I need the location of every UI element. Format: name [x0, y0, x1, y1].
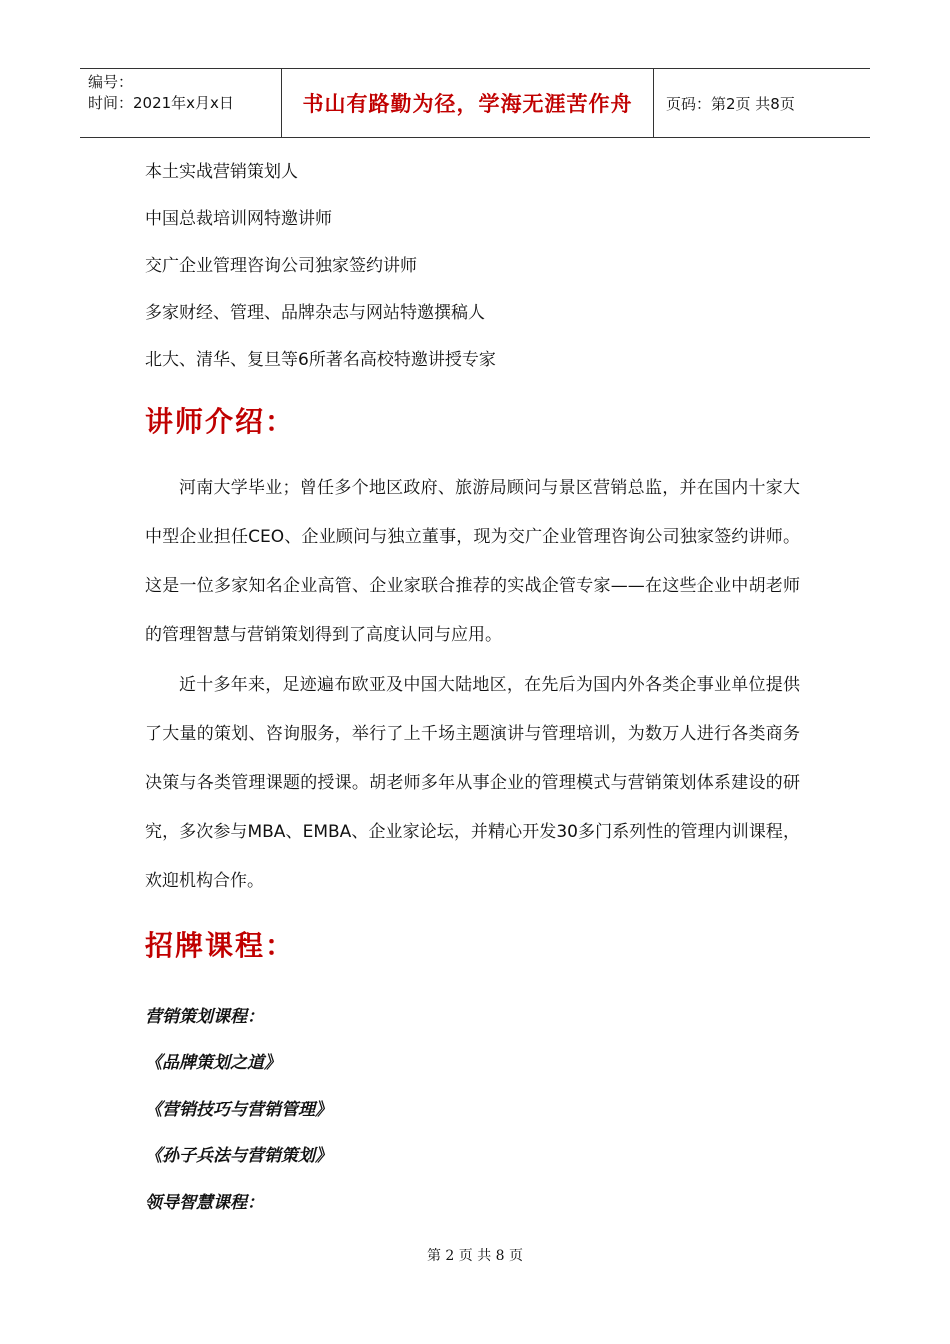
header-page-label: 页码：第2页 共8页	[666, 94, 795, 113]
course-item: 《营销技巧与营销管理》	[145, 1100, 332, 1120]
intro-paragraph-2: 近十多年来，足迹遍布欧亚及中国大陆地区，在先后为国内外各类企事业单位提供了大量的策划、咨询服务，举行了上千场主题演讲与管理培训，为数万人进行各类商务决策与各类管理课题的授课。胡老师多年从事企业的管理模式与营销策划体系建设的研究，多次参与MBA、EMBA、企业家论坛，并精心开发30多门系列性的管理内训课程，欢迎机构合作。	[145, 675, 800, 891]
date-label: 时间：2021年x月x日	[88, 94, 234, 112]
course-item: 《品牌策划之道》	[145, 1053, 281, 1073]
credentials-list	[145, 158, 496, 393]
credential-item: 中国总裁培训网特邀讲师	[145, 209, 332, 229]
header-meta	[80, 69, 282, 137]
page-footer: 第 2 页 共 8 页	[426, 1248, 524, 1264]
header-motto-cell	[282, 69, 654, 137]
page-header	[80, 68, 870, 138]
intro-heading: 讲师介绍：	[145, 405, 296, 438]
leadership-course-title: 领导智慧课程：	[145, 1193, 264, 1213]
credential-item: 本土实战营销策划人	[145, 162, 298, 182]
intro-paragraph-1: 河南大学毕业；曾任多个地区政府、旅游局顾问与景区营销总监，并在国内十家大中型企业担任CEO、企业顾问与独立董事，现为交广企业管理咨询公司独家签约讲师。这是一位多家知名企业高管、企业家联合推荐的实战企管专家——在这些企业中胡老师的管理智慧与营销策划得到了高度认同与应用。	[145, 478, 800, 645]
header-motto: 书山有路勤为径，学海无涯苦作舟	[302, 92, 633, 116]
credential-item: 多家财经、管理、品牌杂志与网站特邀撰稿人	[145, 303, 485, 323]
credential-item: 北大、清华、复旦等6所著名高校特邀讲授专家	[145, 350, 496, 370]
marketing-course-title: 营销策划课程：	[145, 1007, 264, 1027]
courses-heading: 招牌课程：	[145, 929, 296, 962]
credential-item: 交广企业管理咨询公司独家签约讲师	[145, 256, 417, 276]
course-item: 《孙子兵法与营销策划》	[145, 1146, 332, 1166]
number-label: 编号：	[88, 73, 134, 91]
